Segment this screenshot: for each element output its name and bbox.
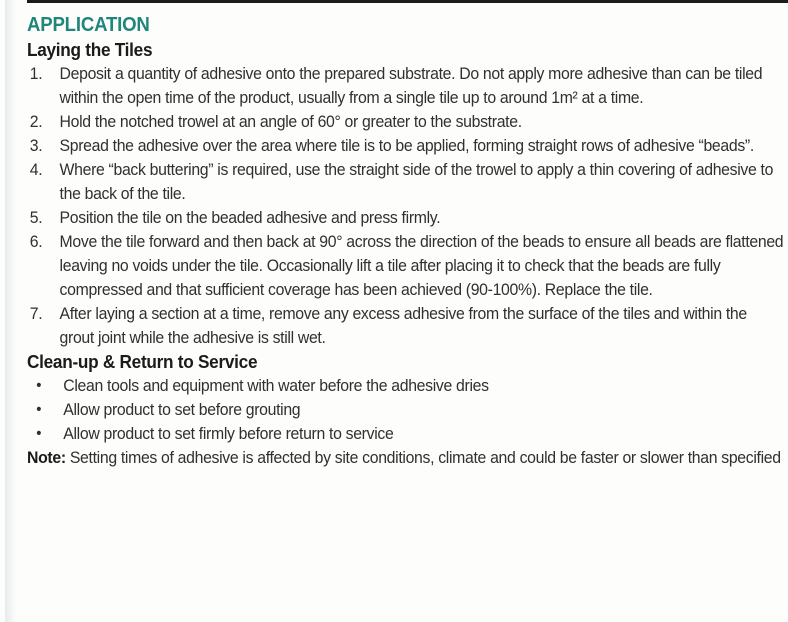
subsection-heading: Laying the Tiles [27,39,153,60]
item-text: Spread the adhesive over the area where tile is to be applied, forming straight rows of adhesive “beads”. [59,136,754,155]
numbered-item [27,62,785,110]
item-number: 5. [29,208,43,227]
subsection-heading: Clean-up & Return to Service [27,351,258,372]
item-text: Position the tile on the beaded adhesive and press firmly. [59,208,441,227]
application-section [27,13,785,470]
numbered-item [27,302,785,350]
note-text: Setting times of adhesive is affected by site conditions, climate and could be faster or slower than specified [69,448,781,467]
bullet-icon: • [36,425,42,442]
note-label: Note: [27,448,70,467]
item-text: Deposit a quantity of adhesive onto the prepared substrate. Do not apply more adhesive than can be tiled within the open time of the product, usually from a single tile up to around 1m² at a time. [59,64,763,107]
numbered-item [27,158,785,206]
bullet-item [27,422,785,446]
page-edge-shadow [5,0,16,622]
item-text: After laying a section at a time, remove any excess adhesive from the surface of the tiles and within the grout joint while the adhesive is still wet. [59,304,747,347]
item-number: 2. [29,112,43,131]
item-text: Clean tools and equipment with water before the adhesive dries [63,376,489,395]
bullet-item [27,398,785,422]
item-text: Where “back buttering” is required, use the straight side of the trowel to apply a thin covering of adhesive to the back of the tile. [59,160,774,203]
bullet-icon: • [36,377,42,394]
top-divider-rule [27,0,788,3]
numbered-item [27,134,785,158]
section-title: APPLICATION [27,14,150,36]
item-number: 1. [29,64,43,83]
numbered-item [27,206,785,230]
bullet-item [27,374,785,398]
section-body [27,38,785,470]
item-text: Move the tile forward and then back at 90° across the direction of the beads to ensure all beads are flattened leaving no voids under the tile. Occasionally lift a tile after placing it to check that the beads are fully compressed and that sufficient coverage has been achieved (90-100%). Replace the tile. [59,232,784,299]
item-number: 6. [29,232,43,251]
item-text: Hold the notched trowel at an angle of 60° or greater to the substrate. [59,112,522,131]
note-paragraph [27,446,785,470]
numbered-item [27,230,785,302]
item-text: Allow product to set before grouting [63,400,301,419]
item-number: 3. [29,136,43,155]
item-number: 7. [29,304,43,323]
item-text: Allow product to set firmly before return to service [63,424,394,443]
item-number: 4. [29,160,43,179]
numbered-item [27,110,785,134]
bullet-icon: • [36,401,42,418]
